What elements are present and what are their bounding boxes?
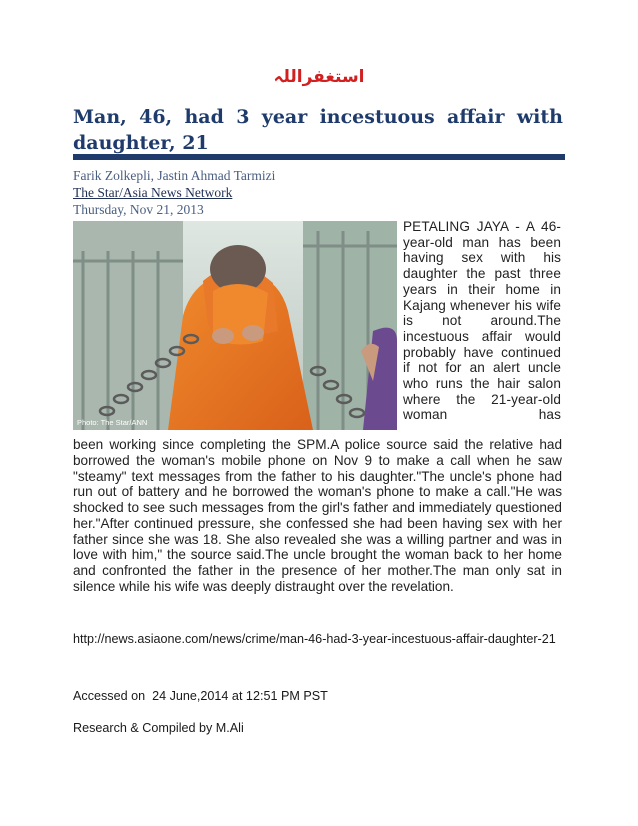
photo-credit: Photo: The Star/ANN: [77, 418, 148, 427]
photo-illustration: [73, 221, 397, 430]
article-authors: Farik Zolkepli, Jastin Ahmad Tarmizi: [73, 168, 276, 183]
compiled-by: Research & Compiled by M.Ali: [73, 721, 244, 735]
article-lead-paragraph: PETALING JAYA - A 46-year-old man has been having sex with his daughter the past three years in their home in Kajang whenever his wife is not around.The incestuous affair would probably have continued if not for an alert uncle who runs the hair salon where the 21-year-old woman has: [403, 219, 561, 423]
article-photo: [73, 221, 397, 430]
article-date: Thursday, Nov 21, 2013: [73, 202, 204, 217]
header-phrase: استغفراللہ: [273, 67, 365, 87]
article-body-paragraph: been working since completing the SPM.A police source said the relative had borrowed the woman's mobile phone on Nov 9 to make a call when he saw "steamy" text messages from the father to his daughter."The uncle's phone had run out of battery and he borrowed the woman's phone to make a call."He was shocked to see such messages from the girl's father and immediately questioned her."After continued pressure, she confessed she had been having sex with her father since she was 18. She also revealed she was a willing partner and was in love with him," the source said.The uncle brought the woman back to her home and confronted the father in the presence of her mother.The man only sat in silence while his wife was deeply distraught over the revelation.: [73, 437, 562, 594]
article-source-link[interactable]: The Star/Asia News Network: [73, 185, 233, 200]
source-url-link[interactable]: http://news.asiaone.com/news/crime/man-46-had-3-year-incestuous-affair-daughter-21: [73, 632, 556, 646]
article-headline: Man, 46, had 3 year incestuous affair with daughter, 21: [73, 106, 563, 154]
headline-divider: [73, 154, 565, 160]
accessed-date: Accessed on 24 June,2014 at 12:51 PM PST: [73, 689, 328, 703]
